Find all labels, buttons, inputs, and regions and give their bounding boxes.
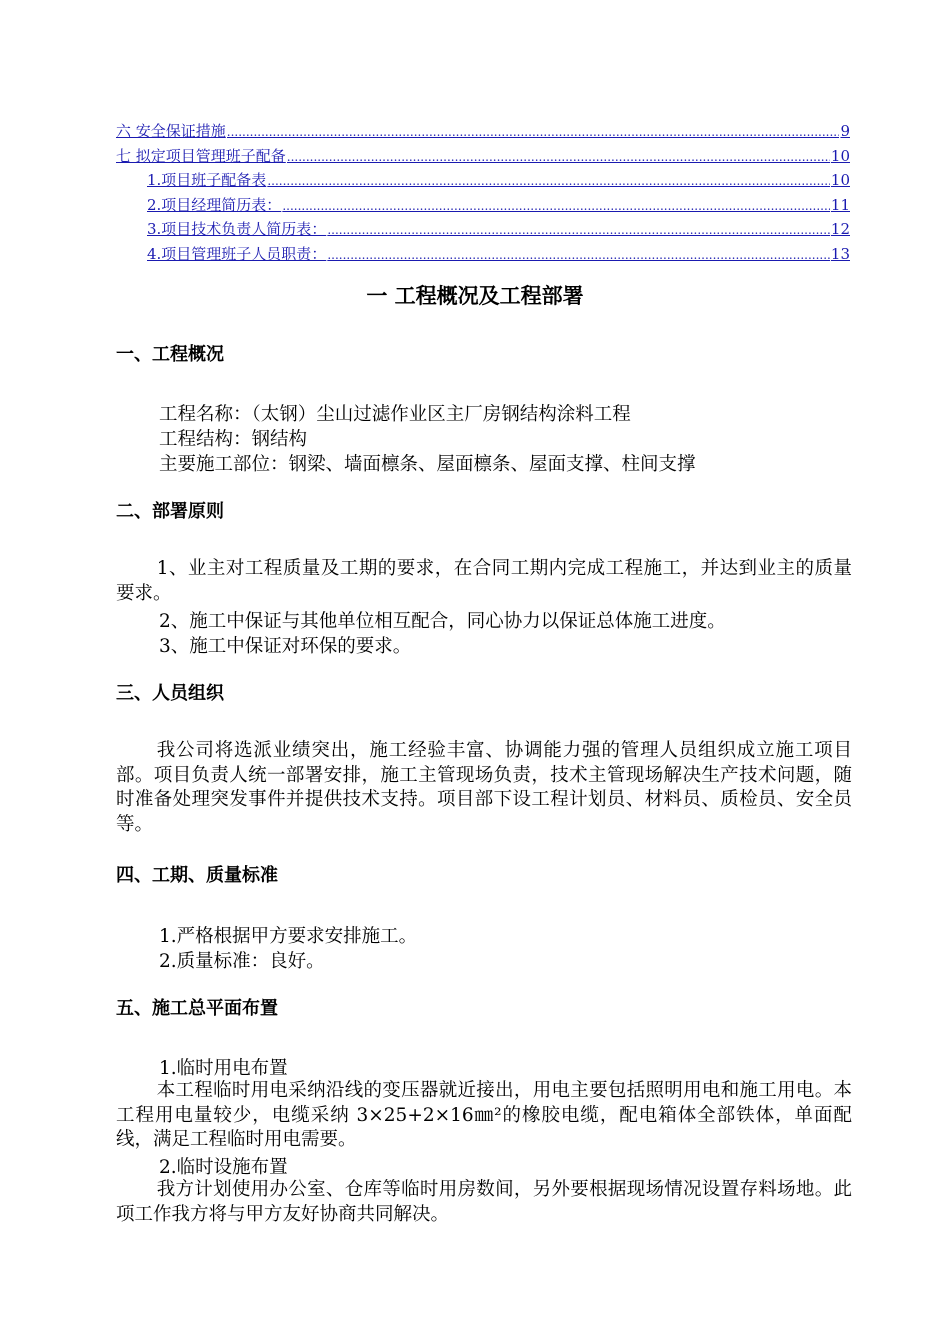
- principle-2-line: 2、施工中保证与其他单位相互配合，同心协力以保证总体施工进度。: [159, 611, 726, 632]
- heading-project-overview: 一、工程概况: [116, 344, 224, 365]
- construction-parts-line: 主要施工部位：钢梁、墙面檩条、屋面檩条、屋面支撑、柱间支撑: [159, 454, 696, 475]
- toc-entry-page[interactable]: 9: [840, 122, 850, 140]
- toc-entry-duties[interactable]: [116, 243, 850, 268]
- project-structure-line: 工程结构：钢结构: [159, 429, 308, 450]
- toc-entry-page[interactable]: 11: [830, 195, 850, 214]
- toc-entry-title[interactable]: 七 拟定项目管理班子配备: [116, 146, 286, 165]
- toc-entry-title[interactable]: 3.项目技术负责人简历表：: [147, 220, 327, 238]
- toc-entry-title[interactable]: 六 安全保证措施: [116, 122, 226, 140]
- toc-leader-dots: [227, 125, 840, 139]
- temp-facility-heading: 2.临时设施布置: [159, 1157, 288, 1178]
- toc-entry-page[interactable]: 13: [830, 244, 850, 263]
- toc-entry-page[interactable]: 10: [830, 146, 850, 165]
- toc-leader-dots: [287, 150, 830, 164]
- toc-entry-title[interactable]: 2.项目经理简历表：: [147, 195, 282, 214]
- toc-entry-safety[interactable]: [116, 120, 850, 145]
- toc-entry-tech-resume[interactable]: [116, 218, 850, 243]
- schedule-line: 1.严格根据甲方要求安排施工。: [159, 926, 418, 947]
- heading-schedule-quality: 四、工期、质量标准: [116, 865, 278, 886]
- temp-facility-paragraph: 我方计划使用办公室、仓库等临时用房数间，另外要根据现场情况设置存料场地。此项工作我方将与甲方友好协商共同解决。: [116, 1179, 852, 1225]
- toc-entry-title[interactable]: 4.项目管理班子人员职责：: [147, 244, 327, 263]
- staff-organization-paragraph: 我公司将选派业绩突出，施工经验丰富、协调能力强的管理人员组织成立施工项目部。项目负责人统一部署安排，施工主管现场负责，技术主管现场解决生产技术问题，随时准备处理突发事件并提供技术支持。项目部下设工程计划员、材料员、质检员、安全员等。: [116, 740, 852, 835]
- toc-entry-pm-resume[interactable]: [116, 194, 850, 219]
- chapter-title: 一 工程概况及工程部署: [366, 284, 584, 308]
- temp-power-paragraph: 本工程临时用电采纳沿线的变压器就近接出，用电主要包括照明用电和施工用电。本工程用电量较少，电缆采纳 3×25+2×16㎜²的橡胶电缆，配电箱体全部铁体，单面配线，满足工程临时用电需要。: [116, 1080, 852, 1150]
- principle-3-line: 3、施工中保证对环保的要求。: [159, 636, 412, 657]
- heading-deployment-principles: 二、部署原则: [116, 501, 224, 522]
- toc-leader-dots: [327, 248, 830, 262]
- table-of-contents: [116, 120, 850, 267]
- toc-leader-dots: [282, 199, 830, 213]
- toc-entry-team-table[interactable]: [116, 169, 850, 194]
- toc-entry-page[interactable]: 12: [830, 220, 850, 238]
- project-name-line: 工程名称：（太钢）尘山过滤作业区主厂房钢结构涂料工程: [159, 404, 631, 425]
- toc-leader-dots: [327, 223, 830, 237]
- principle-1-paragraph: 1、业主对工程质量及工期的要求，在合同工期内完成工程施工，并达到业主的质量要求。: [116, 558, 852, 604]
- toc-leader-dots: [267, 174, 830, 188]
- heading-site-layout: 五、施工总平面布置: [116, 998, 278, 1019]
- toc-entry-page[interactable]: 10: [830, 171, 850, 189]
- toc-entry-management-team[interactable]: [116, 145, 850, 170]
- heading-staff-organization: 三、人员组织: [116, 683, 224, 704]
- toc-entry-title[interactable]: 1.项目班子配备表: [147, 171, 267, 189]
- temp-power-heading: 1.临时用电布置: [159, 1058, 288, 1079]
- quality-line: 2.质量标准：良好。: [159, 951, 325, 972]
